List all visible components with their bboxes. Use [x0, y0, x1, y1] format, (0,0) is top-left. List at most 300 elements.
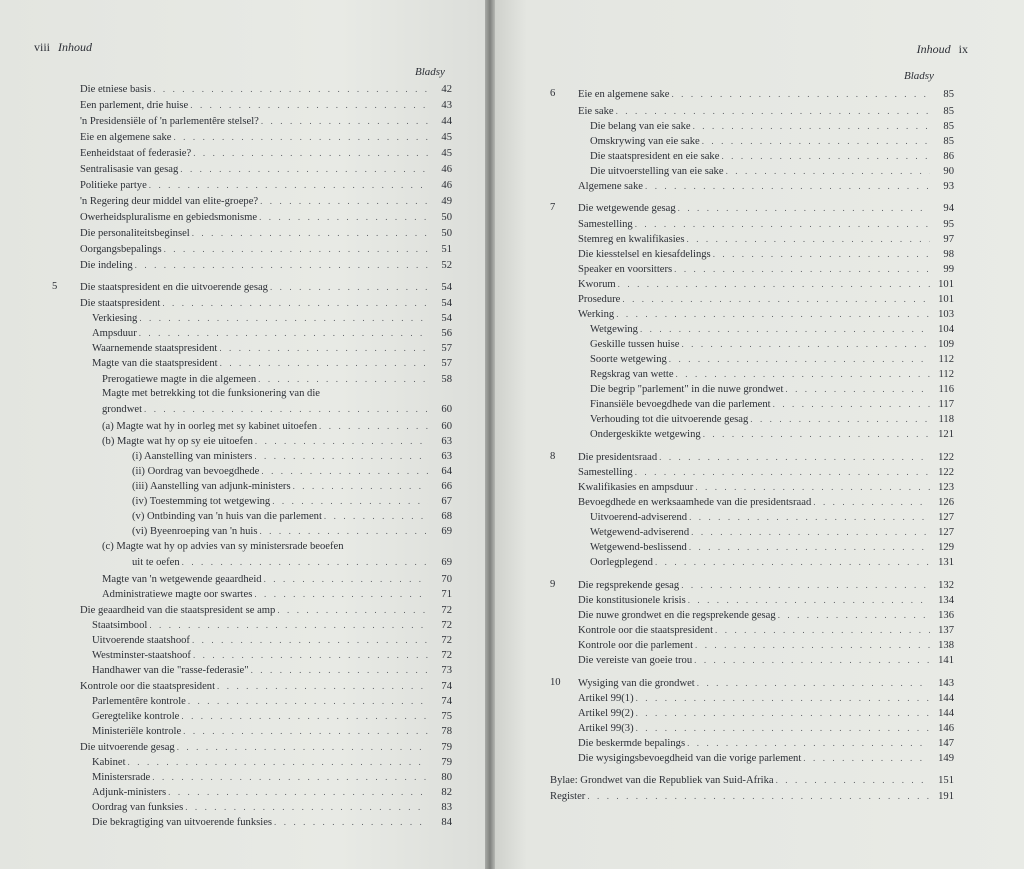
- toc-entry-page: 118: [938, 414, 954, 425]
- toc-entry-page: 90: [943, 166, 954, 177]
- leader-dots: [616, 104, 930, 118]
- toc-entry-title: Die staatspresident: [80, 298, 161, 309]
- toc-entry: [52, 98, 452, 112]
- leader-dots: [254, 587, 428, 601]
- leader-dots: [687, 232, 931, 246]
- leader-dots: [689, 510, 930, 524]
- toc-entry: [52, 572, 452, 586]
- toc-entry-page: 70: [441, 574, 452, 585]
- toc-entry-title: Werking: [578, 309, 615, 320]
- toc-entry-page: 94: [943, 203, 954, 214]
- toc-entry: [550, 676, 954, 690]
- toc-entry-title: (iv) Toestemming tot wetgewing: [132, 496, 271, 507]
- toc-entry: [52, 82, 452, 96]
- toc-entry-title: Soorte wetgewing: [590, 354, 667, 365]
- toc-entry: [52, 114, 452, 128]
- toc-entry-page: 122: [938, 452, 954, 463]
- toc-entry-page: 75: [441, 711, 452, 722]
- leader-dots: [681, 578, 930, 592]
- toc-entry-page: 86: [943, 151, 954, 162]
- leader-dots: [261, 464, 428, 478]
- toc-entry-title: (c) Magte wat hy op advies van sy ministersrade beoefen: [102, 541, 344, 552]
- toc-entry: [550, 292, 954, 306]
- toc-entry-page: 103: [938, 309, 954, 320]
- toc-entry: [550, 382, 954, 396]
- toc-entry-page: 57: [441, 343, 452, 354]
- toc-entry: [52, 402, 452, 416]
- leader-dots: [264, 572, 428, 586]
- toc-entry: [550, 87, 954, 101]
- toc-entry-page: 73: [441, 665, 452, 676]
- toc-entry: [550, 510, 954, 524]
- toc-entry-title: Die nuwe grondwet en die regsprekende gesag: [578, 610, 776, 621]
- toc-entry: [550, 525, 954, 539]
- leader-dots: [185, 800, 428, 814]
- toc-entry-title: Uitvoerend-adviserend: [590, 512, 688, 523]
- leader-dots: [636, 706, 930, 720]
- toc-entry-page: 80: [441, 772, 452, 783]
- toc-entry-title: Wetgewend-adviserend: [590, 527, 690, 538]
- leader-dots: [669, 352, 930, 366]
- toc-entry-title: Administratiewe magte oor swartes: [102, 589, 253, 600]
- toc-entry-page: 151: [938, 775, 954, 786]
- leader-dots: [260, 194, 428, 208]
- toc-entry-title: Die regsprekende gesag: [578, 580, 680, 591]
- toc-entry-title: Die bekragtiging van uitvoerende funksies: [92, 817, 273, 828]
- leader-dots: [587, 789, 930, 803]
- toc-entry-title: Westminster-staatshoof: [92, 650, 191, 661]
- toc-entry-page: 69: [441, 557, 452, 568]
- toc-entry: [52, 509, 452, 523]
- toc-entry-title: Kabinet: [92, 757, 126, 768]
- toc-entry-page: 67: [441, 496, 452, 507]
- leader-dots: [713, 247, 930, 261]
- leader-dots: [128, 755, 428, 769]
- toc-entry: [550, 149, 954, 163]
- toc-entry: [52, 311, 452, 325]
- toc-entry-page: 99: [943, 264, 954, 275]
- leader-dots: [676, 367, 930, 381]
- toc-entry-title: Ampsduur: [92, 328, 137, 339]
- toc-entry-title: Owerheidspluralisme en gebiedsmonisme: [80, 212, 258, 223]
- toc-entry: [550, 134, 954, 148]
- toc-entry-page: 66: [441, 481, 452, 492]
- chapter-number: 9: [550, 579, 556, 590]
- leader-dots: [135, 258, 428, 272]
- toc-entry-page: 127: [938, 512, 954, 523]
- toc-entry-title: uit te oefen: [132, 557, 180, 568]
- toc-entry-title: Een parlement, drie huise: [80, 100, 189, 111]
- chapter-number: 8: [550, 451, 556, 462]
- toc-entry-title: Die personaliteitsbeginsel: [80, 228, 190, 239]
- toc-entry-page: 112: [938, 354, 954, 365]
- toc-entry: [52, 372, 452, 386]
- leader-dots: [691, 525, 930, 539]
- toc-entry: [550, 337, 954, 351]
- toc-entry-title: Sentralisasie van gesag: [80, 164, 179, 175]
- toc-entry: [52, 785, 452, 799]
- toc-entry-title: Artikel 99(1): [578, 693, 634, 704]
- toc-entry: [52, 724, 452, 738]
- toc-entry-title: (a) Magte wat hy in oorleg met sy kabinet uitoefen: [102, 421, 318, 432]
- toc-entry-page: 85: [943, 136, 954, 147]
- leader-dots: [144, 402, 428, 416]
- toc-entry-title: Oorgangsbepalings: [80, 244, 162, 255]
- leader-dots: [636, 691, 930, 705]
- toc-entry-title: Kontrole oor die staatspresident: [578, 625, 714, 636]
- leader-dots: [188, 694, 428, 708]
- toc-entry-page: 49: [441, 196, 452, 207]
- toc-entry-page: 60: [441, 404, 452, 415]
- toc-entry-page: 122: [938, 467, 954, 478]
- leader-dots: [750, 412, 930, 426]
- toc-entry-title: Eie en algemene sake: [80, 132, 172, 143]
- toc-entry-page: 127: [938, 527, 954, 538]
- leader-dots: [177, 740, 428, 754]
- leader-dots: [180, 162, 428, 176]
- toc-entry-title: Eie en algemene sake: [578, 89, 670, 100]
- leader-dots: [674, 262, 930, 276]
- toc-entry-page: 69: [441, 526, 452, 537]
- toc-entry-page: 42: [441, 84, 452, 95]
- toc-entry-page: 52: [441, 260, 452, 271]
- toc-entry-title: Magte van die staatspresident: [92, 358, 218, 369]
- toc-entry: [52, 494, 452, 508]
- toc-entry-title: (i) Aanstelling van ministers: [132, 451, 253, 462]
- toc-entry-page: 95: [943, 219, 954, 230]
- toc-entry-title: Die staatspresident en die uitvoerende gesag: [80, 282, 268, 293]
- leader-dots: [259, 210, 428, 224]
- toc-entry: [550, 495, 954, 509]
- toc-entry-page: 131: [938, 557, 954, 568]
- toc-entry: [550, 638, 954, 652]
- toc-entry-title: Die wysigingsbevoegdheid van die vorige parlement: [578, 753, 802, 764]
- toc-entry-title: Die uitvoerstelling van eie sake: [590, 166, 724, 177]
- toc-entry-title: Waarnemende staatspresident: [92, 343, 218, 354]
- toc-entry: [52, 162, 452, 176]
- toc-entry-title: Artikel 99(3): [578, 723, 634, 734]
- leader-dots: [162, 296, 428, 310]
- toc-entry: [52, 540, 452, 554]
- toc-entry-page: 98: [943, 249, 954, 260]
- toc-entry-page: 54: [441, 298, 452, 309]
- toc-entry: [52, 663, 452, 677]
- toc-entry: [550, 397, 954, 411]
- toc-entry-title: (v) Ontbinding van 'n huis van die parlement: [132, 511, 322, 522]
- toc-entry-title: Speaker en voorsitters: [578, 264, 673, 275]
- toc-entry-page: 85: [943, 89, 954, 100]
- toc-entry-title: Register: [550, 791, 586, 802]
- toc-entry-page: 43: [441, 100, 452, 111]
- toc-entry: [550, 608, 954, 622]
- leader-dots: [272, 494, 428, 508]
- leader-dots: [182, 555, 428, 569]
- leader-dots: [636, 721, 930, 735]
- chapter-number: 7: [550, 202, 556, 213]
- page-number: viii: [34, 40, 51, 54]
- toc-entry-page: 149: [938, 753, 954, 764]
- toc-entry-title: Die uitvoerende gesag: [80, 742, 175, 753]
- leader-dots: [778, 608, 930, 622]
- leader-dots: [618, 277, 930, 291]
- toc-entry-title: Verkiesing: [92, 313, 138, 324]
- toc-entry: [52, 648, 452, 662]
- toc-entry: [550, 450, 954, 464]
- leader-dots: [655, 555, 930, 569]
- toc-entry-page: 93: [943, 181, 954, 192]
- toc-entry: [550, 179, 954, 193]
- leader-dots: [697, 676, 930, 690]
- toc-entry: [52, 709, 452, 723]
- toc-entry: [52, 341, 452, 355]
- toc-entry: [52, 694, 452, 708]
- right-page: [495, 0, 1024, 869]
- leader-dots: [192, 226, 428, 240]
- toc-entry: [550, 322, 954, 336]
- page-number: ix: [958, 42, 968, 56]
- toc-entry: [52, 356, 452, 370]
- toc-entry-page: 72: [441, 650, 452, 661]
- toc-entry-title: (ii) Oordrag van bevoegdhede: [132, 466, 260, 477]
- leader-dots: [813, 495, 930, 509]
- toc-entry: [550, 691, 954, 705]
- leader-dots: [293, 479, 428, 493]
- toc-entry-title: Ondergeskikte wetgewing: [590, 429, 701, 440]
- toc-entry: [52, 555, 452, 569]
- toc-entry: [52, 326, 452, 340]
- leader-dots: [671, 87, 930, 101]
- leader-dots: [258, 372, 428, 386]
- toc-entry: [52, 479, 452, 493]
- toc-entry: [52, 770, 452, 784]
- leader-dots: [274, 815, 428, 829]
- toc-entry: [52, 618, 452, 632]
- toc-entry: [550, 540, 954, 554]
- running-head-title: Inhoud: [58, 40, 93, 54]
- toc-entry: [52, 280, 452, 294]
- toc-entry: [550, 217, 954, 231]
- toc-entry-page: 126: [938, 497, 954, 508]
- toc-entry: [52, 603, 452, 617]
- toc-entry: [52, 434, 452, 448]
- toc-entry-page: 71: [441, 589, 452, 600]
- toc-entry-page: 72: [441, 635, 452, 646]
- leader-dots: [254, 449, 428, 463]
- leader-dots: [173, 130, 428, 144]
- toc-entry: [550, 465, 954, 479]
- leader-dots: [635, 217, 930, 231]
- toc-entry-title: Oordrag van funksies: [92, 802, 184, 813]
- toc-entry: [52, 258, 452, 272]
- toc-entry-page: 191: [938, 791, 954, 802]
- toc-entry: [52, 633, 452, 647]
- leader-dots: [689, 540, 930, 554]
- leader-dots: [715, 623, 930, 637]
- leader-dots: [659, 450, 930, 464]
- leader-dots: [139, 326, 428, 340]
- toc-entry-page: 123: [938, 482, 954, 493]
- leader-dots: [261, 114, 428, 128]
- leader-dots: [635, 465, 930, 479]
- toc-entry-page: 46: [441, 180, 452, 191]
- toc-entry-title: Wetgewend-beslissend: [590, 542, 687, 553]
- leader-dots: [703, 427, 930, 441]
- toc-entry: [550, 789, 954, 803]
- toc-entry: [52, 755, 452, 769]
- leader-dots: [193, 146, 428, 160]
- toc-entry: [550, 164, 954, 178]
- toc-entry-page: 50: [441, 212, 452, 223]
- toc-entry-title: Prerogatiewe magte in die algemeen: [102, 374, 257, 385]
- toc-entry-title: Die belang van eie sake: [590, 121, 691, 132]
- toc-entry-title: Verhouding tot die uitvoerende gesag: [590, 414, 749, 425]
- toc-entry-page: 121: [938, 429, 954, 440]
- toc-entry: [550, 119, 954, 133]
- toc-entry-title: Ministersrade: [92, 772, 151, 783]
- leader-dots: [152, 770, 428, 784]
- toc-entry-title: Eenheidstaat of federasie?: [80, 148, 192, 159]
- leader-dots: [219, 341, 428, 355]
- toc-entry-title: Die vereiste van goeie trou: [578, 655, 693, 666]
- leader-dots: [640, 322, 930, 336]
- toc-entry-title: Artikel 99(2): [578, 708, 634, 719]
- toc-entry-title: Kwalifikasies en ampsduur: [578, 482, 694, 493]
- toc-entry-page: 51: [441, 244, 452, 255]
- toc-entry: [52, 800, 452, 814]
- toc-entry: [550, 201, 954, 215]
- toc-entry-title: Finansiële bevoegdhede van die parlement: [590, 399, 771, 410]
- toc-entry: [550, 773, 954, 787]
- toc-entry-page: 56: [441, 328, 452, 339]
- leader-dots: [190, 98, 428, 112]
- toc-entry-title: Kontrole oor die staatspresident: [80, 681, 216, 692]
- toc-entry-title: Bevoegdhede en werksaamhede van die presidentsraad: [578, 497, 812, 508]
- toc-entry-page: 44: [441, 116, 452, 127]
- leader-dots: [702, 134, 930, 148]
- leader-dots: [785, 382, 930, 396]
- page-column-label: Bladsy: [415, 66, 445, 78]
- toc-entry: [550, 352, 954, 366]
- toc-entry-page: 54: [441, 282, 452, 293]
- toc-entry: [550, 751, 954, 765]
- toc-entry: [550, 480, 954, 494]
- toc-entry: [52, 524, 452, 538]
- toc-entry-page: 50: [441, 228, 452, 239]
- leader-dots: [687, 736, 930, 750]
- toc-entry: [52, 740, 452, 754]
- leader-dots: [324, 509, 428, 523]
- toc-entry-title: Die indeling: [80, 260, 133, 271]
- leader-dots: [678, 201, 930, 215]
- toc-entry-title: Regskrag van wette: [590, 369, 674, 380]
- toc-entry-page: 141: [938, 655, 954, 666]
- toc-entry: [550, 277, 954, 291]
- leader-dots: [139, 311, 428, 325]
- toc-entry: [550, 706, 954, 720]
- toc-entry-title: Die wetgewende gesag: [578, 203, 676, 214]
- toc-entry: [550, 307, 954, 321]
- leader-dots: [681, 337, 930, 351]
- leader-dots: [251, 663, 428, 677]
- toc-entry-title: Wysiging van die grondwet: [578, 678, 695, 689]
- toc-entry-page: 112: [938, 369, 954, 380]
- toc-entry-title: Eie sake: [578, 106, 614, 117]
- leader-dots: [259, 524, 428, 538]
- leader-dots: [319, 419, 428, 433]
- chapter-number: 6: [550, 88, 556, 99]
- toc-entry-title: Samestelling: [578, 467, 633, 478]
- leader-dots: [255, 434, 428, 448]
- leader-dots: [277, 603, 428, 617]
- toc-entry-title: Oorlegplegend: [590, 557, 653, 568]
- toc-entry: [52, 296, 452, 310]
- toc-entry: [52, 587, 452, 601]
- chapter-number: 5: [52, 281, 58, 292]
- toc-entry: [550, 427, 954, 441]
- toc-entry-page: 97: [943, 234, 954, 245]
- leader-dots: [164, 242, 428, 256]
- toc-entry: [52, 146, 452, 160]
- toc-entry-page: 117: [938, 399, 954, 410]
- leader-dots: [695, 638, 930, 652]
- toc-entry: [550, 412, 954, 426]
- toc-entry-page: 46: [441, 164, 452, 175]
- toc-entry-title: Algemene sake: [578, 181, 644, 192]
- running-head-left: [34, 40, 92, 55]
- toc-entry-page: 82: [441, 787, 452, 798]
- toc-entry-page: 79: [441, 742, 452, 753]
- toc-entry-page: 63: [441, 451, 452, 462]
- toc-entry-page: 146: [938, 723, 954, 734]
- toc-entry-page: 64: [441, 466, 452, 477]
- toc-entry-page: 45: [441, 148, 452, 159]
- toc-entry-title: 'n Regering deur middel van elite-groepe?: [80, 196, 259, 207]
- toc-entry: [550, 653, 954, 667]
- toc-entry: [52, 178, 452, 192]
- toc-entry-title: Geregtelike kontrole: [92, 711, 180, 722]
- toc-entry-title: Parlementêre kontrole: [92, 696, 186, 707]
- toc-entry-page: 68: [441, 511, 452, 522]
- toc-entry: [52, 387, 452, 401]
- toc-entry: [52, 449, 452, 463]
- toc-entry: [550, 593, 954, 607]
- leader-dots: [645, 179, 930, 193]
- toc-entry-page: 63: [441, 436, 452, 447]
- toc-entry-page: 134: [938, 595, 954, 606]
- toc-entry-title: (b) Magte wat hy op sy eie uitoefen: [102, 436, 253, 447]
- toc-entry-title: Die geaardheid van die staatspresident se amp: [80, 605, 276, 616]
- toc-entry-title: Omskrywing van eie sake: [590, 136, 700, 147]
- toc-entry-page: 137: [938, 625, 954, 636]
- toc-entry-page: 101: [938, 279, 954, 290]
- left-page: [0, 0, 485, 869]
- toc-entry-page: 85: [943, 121, 954, 132]
- leader-dots: [803, 751, 930, 765]
- toc-entry: [52, 464, 452, 478]
- toc-entry: [550, 104, 954, 118]
- toc-entry-page: 79: [441, 757, 452, 768]
- toc-entry-page: 57: [441, 358, 452, 369]
- toc-entry-title: Wetgewing: [590, 324, 638, 335]
- toc-entry-title: 'n Presidensiële of 'n parlementêre stelsel?: [80, 116, 259, 127]
- toc-entry-title: grondwet: [102, 404, 143, 415]
- leader-dots: [694, 653, 930, 667]
- leader-dots: [149, 178, 428, 192]
- toc-entry-title: Bylae: Grondwet van die Republiek van Suid-Afrika: [550, 775, 774, 786]
- toc-entry-page: 74: [441, 696, 452, 707]
- leader-dots: [192, 633, 428, 647]
- toc-entry-page: 101: [938, 294, 954, 305]
